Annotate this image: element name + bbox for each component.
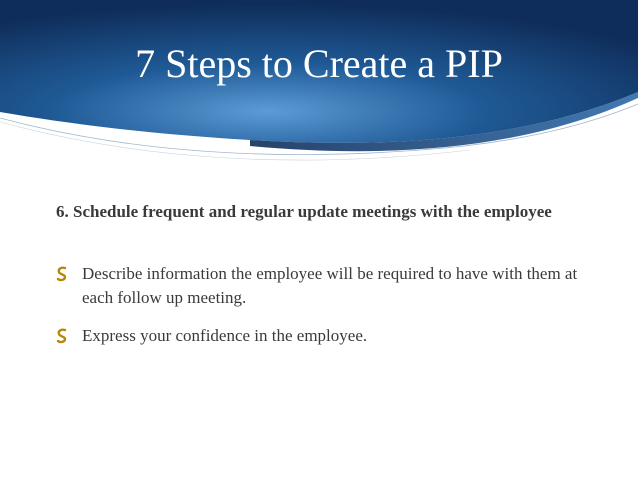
s-leaf-icon [56, 328, 68, 344]
bullet-item [56, 324, 596, 348]
slide-title: 7 Steps to Create a PIP [135, 41, 503, 86]
bullet-item [56, 262, 596, 310]
header-banner [0, 0, 638, 180]
bullet-list [56, 262, 596, 362]
bullet-text: Express your confidence in the employee. [82, 326, 368, 345]
s-leaf-icon [56, 266, 68, 282]
bullet-text: Describe information the employee will be required to have with them at each follow up meeting. [82, 264, 578, 307]
step-heading: 6. Schedule frequent and regular update meetings with the employee [56, 202, 552, 221]
